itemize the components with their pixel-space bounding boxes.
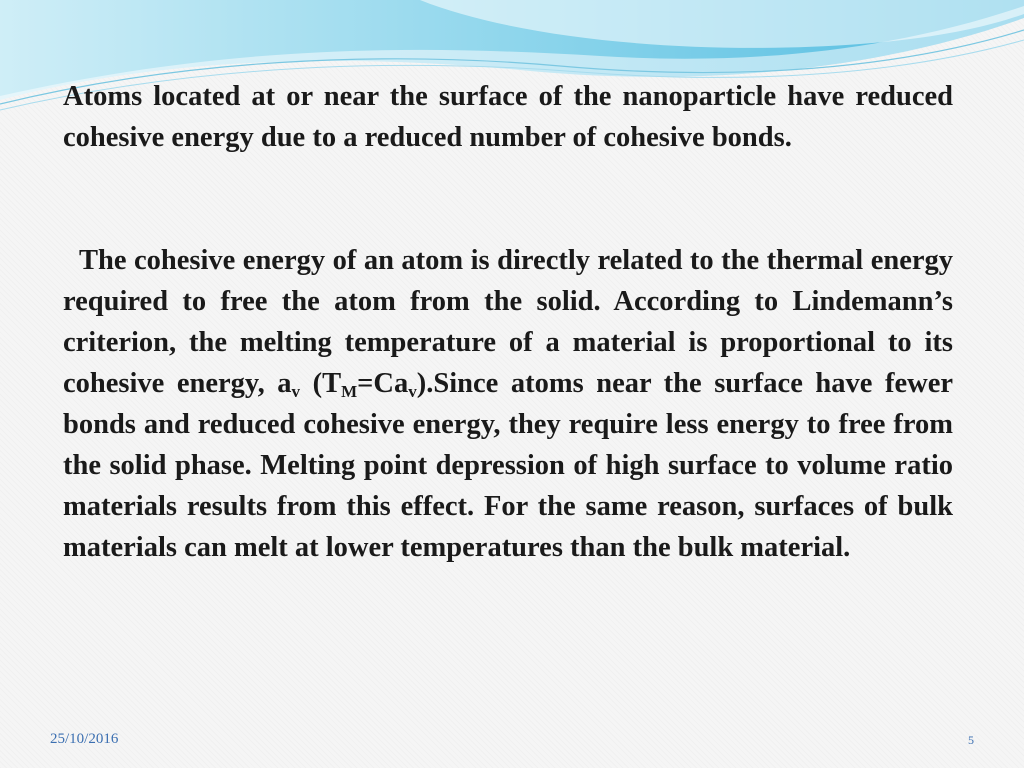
footer-page-number: 5	[968, 733, 974, 747]
paragraph-2-part-3: =Ca	[357, 368, 409, 399]
subscript-v-2: v	[408, 382, 417, 401]
footer-date: 25/10/2016	[50, 731, 119, 747]
paragraph-surface-atoms: Atoms located at or near the surface of the nanoparticle have reduced cohesive energy due to a reduced number of cohesive bonds.	[63, 81, 953, 153]
paragraph-2-part-5: Since atoms near the surface have fewer bonds and reduced cohesive energy, they require less energy to free from the solid phase. Melting point depression of high surface to volume ratio materials results from this effect. For the same reason, surfaces of bulk materials can melt at lower temperatures than the bulk material.	[63, 368, 953, 563]
subscript-m: M	[341, 382, 358, 401]
paragraph-cohesive-energy	[63, 240, 953, 568]
paragraph-2-part-4: ).	[416, 368, 434, 399]
subscript-v-1: v	[291, 382, 301, 401]
paragraph-2-part-1: The cohesive energy of an atom is directly related to the thermal energy required to free the atom from the solid. According to Lindemann’s criterion, the melting temperature of a material is proportional to its cohesive energy, a	[63, 245, 953, 399]
paragraph-2-part-2: (T	[300, 368, 342, 399]
